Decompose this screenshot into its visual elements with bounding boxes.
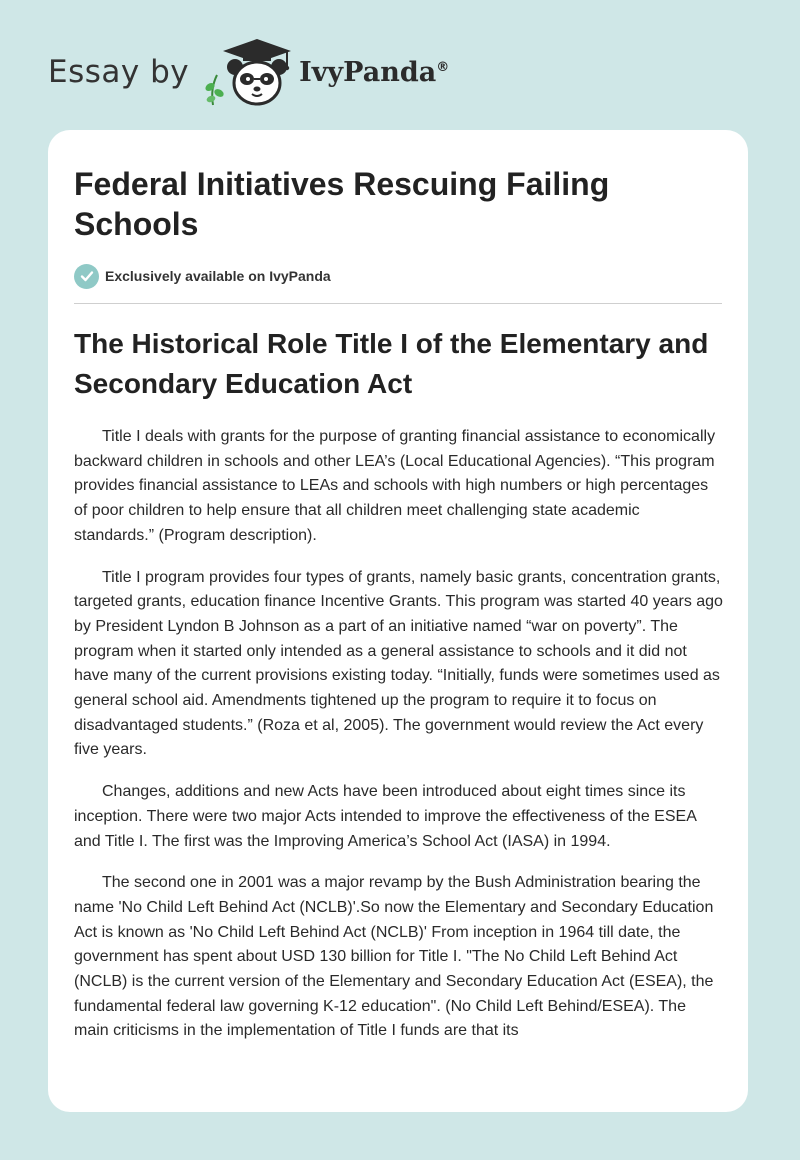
section-heading: The Historical Role Title I of the Elementary and Secondary Education Act — [74, 328, 709, 399]
panda-graduate-icon — [199, 35, 295, 109]
paragraph: The second one in 2001 was a major revamp by the Bush Administration bearing the name 'No Child Left Behind Act (NCLB)'.So now the Elementary and Secondary Education Act is known as 'No Child Left Behind Act (NCLB)' From inception in 1964 till date, the government has spent about USD 130 billion for Title I. "The No Child Left Behind Act (NCLB) is the current version of the Elementary and Secondary Education Act (ESEA), the fundamental federal law governing K-12 education". (No Child Left Behind/ESEA). The main criticisms in the implementation of Title I funds are that its — [74, 874, 714, 1040]
brand-name — [299, 57, 449, 88]
title-divider — [74, 303, 722, 304]
check-circle-icon — [74, 264, 99, 289]
paragraph: Changes, additions and new Acts have been introduced about eight times since its inception. There were two major Acts intended to improve the effectiveness of the ESEA and Title I. The first was the Improving America’s School Act (IASA) in 1994. — [74, 783, 696, 850]
article-body — [74, 425, 724, 1061]
exclusive-badge-text: Exclusively available on IvyPanda — [105, 268, 331, 284]
paragraph: Title I program provides four types of grants, namely basic grants, concentration grants, targeted grants, education finance Incentive Grants. This program was started 40 years ago by President Lyndon B Johnson as a part of an initiative named “war on poverty”. The program when it started only intended as a general assistance to schools and it did not have many of the current provisions existing today. “Initially, funds were sometimes used as general school aid. Amendments tightened up the program to require it to focus on disadvantaged students.” (Roza et al, 2005). The government would review the Act every five years. — [74, 568, 723, 759]
article-card — [48, 130, 748, 1112]
page-title: Federal Initiatives Rescuing Failing Schools — [74, 166, 610, 242]
exclusive-badge — [74, 263, 331, 289]
brand-text: IvyPanda — [299, 56, 437, 88]
essay-by-label: Essay by — [48, 54, 190, 90]
check-icon — [80, 269, 94, 283]
site-brand[interactable] — [48, 32, 449, 112]
registered-mark: ® — [436, 59, 450, 75]
paragraph: Title I deals with grants for the purpose of granting financial assistance to economically backward children in schools and other LEA’s (Local Educational Agencies). “This program provides financial assistance to LEAs and schools with high numbers or high percentages of poor children to help ensure that all children meet challenging state academic standards.” (Program description). — [74, 428, 716, 544]
